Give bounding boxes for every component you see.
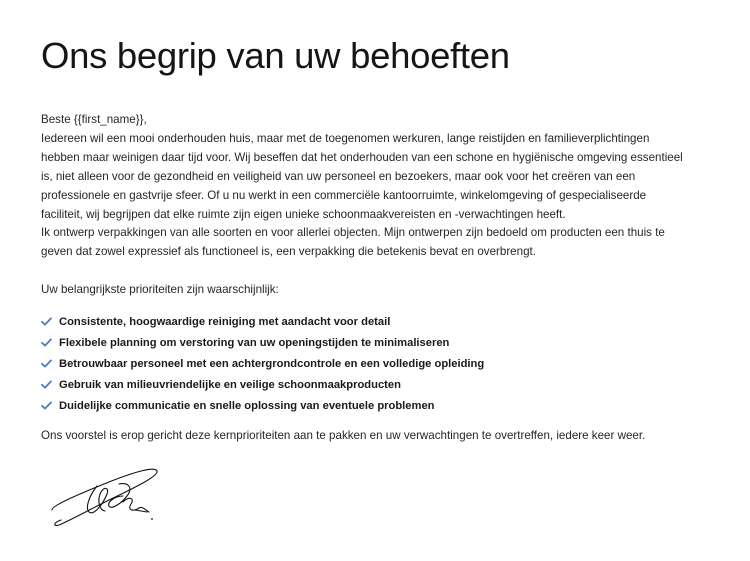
check-icon	[41, 379, 52, 390]
letter-body	[41, 111, 686, 262]
greeting: Beste {{first_name}},	[41, 113, 147, 126]
priority-label: Flexibele planning om verstoring van uw openingstijden te minimaliseren	[59, 336, 450, 349]
priority-label: Betrouwbaar personeel met een achtergrondcontrole en een volledige opleiding	[59, 357, 485, 370]
check-icon	[41, 316, 52, 327]
list-item	[41, 374, 484, 395]
priorities-intro: Uw belangrijkste prioriteiten zijn waarschijnlijk:	[41, 283, 279, 296]
priority-label: Duidelijke communicatie en snelle oplossing van eventuele problemen	[59, 399, 435, 412]
priority-label: Consistente, hoogwaardige reiniging met aandacht voor detail	[59, 315, 391, 328]
list-item	[41, 353, 484, 374]
list-item	[41, 311, 484, 332]
priority-label: Gebruik van milieuvriendelijke en veilige schoonmaakproducten	[59, 378, 401, 391]
check-icon	[41, 358, 52, 369]
signature-image	[49, 466, 159, 528]
priorities-list	[41, 311, 484, 416]
list-item	[41, 332, 484, 353]
page-title: Ons begrip van uw behoeften	[41, 35, 510, 76]
paragraph-packaging: Ik ontwerp verpakkingen van alle soorten en voor allerlei objecten. Mijn ontwerpen zijn bedoeld om producten een thuis te geven dat zowel expressief als functioneel is, een verpakking die betekenis bevat en overbrengt.	[41, 226, 665, 259]
list-item	[41, 395, 484, 416]
check-icon	[41, 400, 52, 411]
closing-statement: Ons voorstel is erop gericht deze kernprioriteiten aan te pakken en uw verwachtingen te overtreffen, iedere keer weer.	[41, 429, 646, 442]
check-icon	[41, 337, 52, 348]
paragraph-needs: Iedereen wil een mooi onderhouden huis, maar met de toegenomen werkuren, lange reistijden en familieverplichtingen hebben maar weinigen daar tijd voor. Wij beseffen dat het onderhouden van een schone en hygiënische omgeving essentieel is, niet alleen voor de gezondheid en veiligheid van uw personeel en bezoekers, maar ook voor het creëren van een professionele en gastvrije sfeer. Of u nu werkt in een commerciële kantoorruimte, winkelomgeving of gespecialiseerde faciliteit, wij begrijpen dat elke ruimte zijn eigen unieke schoonmaakvereisten en -verwachtingen heeft.	[41, 131, 683, 221]
